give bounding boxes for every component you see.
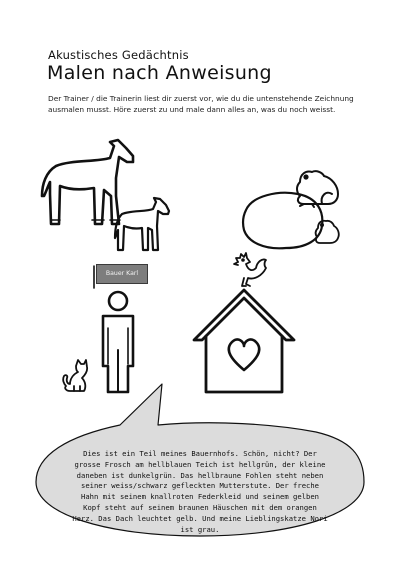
house-icon xyxy=(194,290,294,392)
person-icon xyxy=(103,292,133,392)
foal-icon xyxy=(115,198,169,250)
frog-icon xyxy=(297,171,338,207)
story-text: Dies ist ein Teil meines Bauernhofs. Schön, nicht? Der grosse Frosch am hellblauen Teich ist hellgrün, der kleine daneben ist dunkelgrün. Das hellbraune Fohlen steht neben seiner weiss/schwarz gefleckten Mutterstute. Der freche Hahn mit seinem knallroten Federkleid und seinem gelben Kopf steht auf seinem braunen Häuschen mit dem orangen Herz. Das Dach leuchtet gelb. Und meine Lieblingskatze Nori ist grau. xyxy=(72,449,328,534)
instructions-text: Der Trainer / die Trainerin liest dir zuerst vor, wie du die untenstehende Zeichnung ausmalen musst. Höre zuerst zu und male dann alles an, was du noch weisst. xyxy=(48,94,354,114)
page-title: Malen nach Anweisung xyxy=(47,62,272,84)
farmer-name-sign: Bauer Karl xyxy=(96,264,148,284)
page-subtitle: Akustisches Gedächtnis xyxy=(48,48,189,62)
pond-icon xyxy=(243,193,322,249)
horse-icon xyxy=(42,140,133,224)
rooster-icon xyxy=(234,253,266,286)
small-frog-icon xyxy=(316,221,339,243)
heart-icon xyxy=(229,339,259,370)
cat-icon xyxy=(63,360,87,391)
